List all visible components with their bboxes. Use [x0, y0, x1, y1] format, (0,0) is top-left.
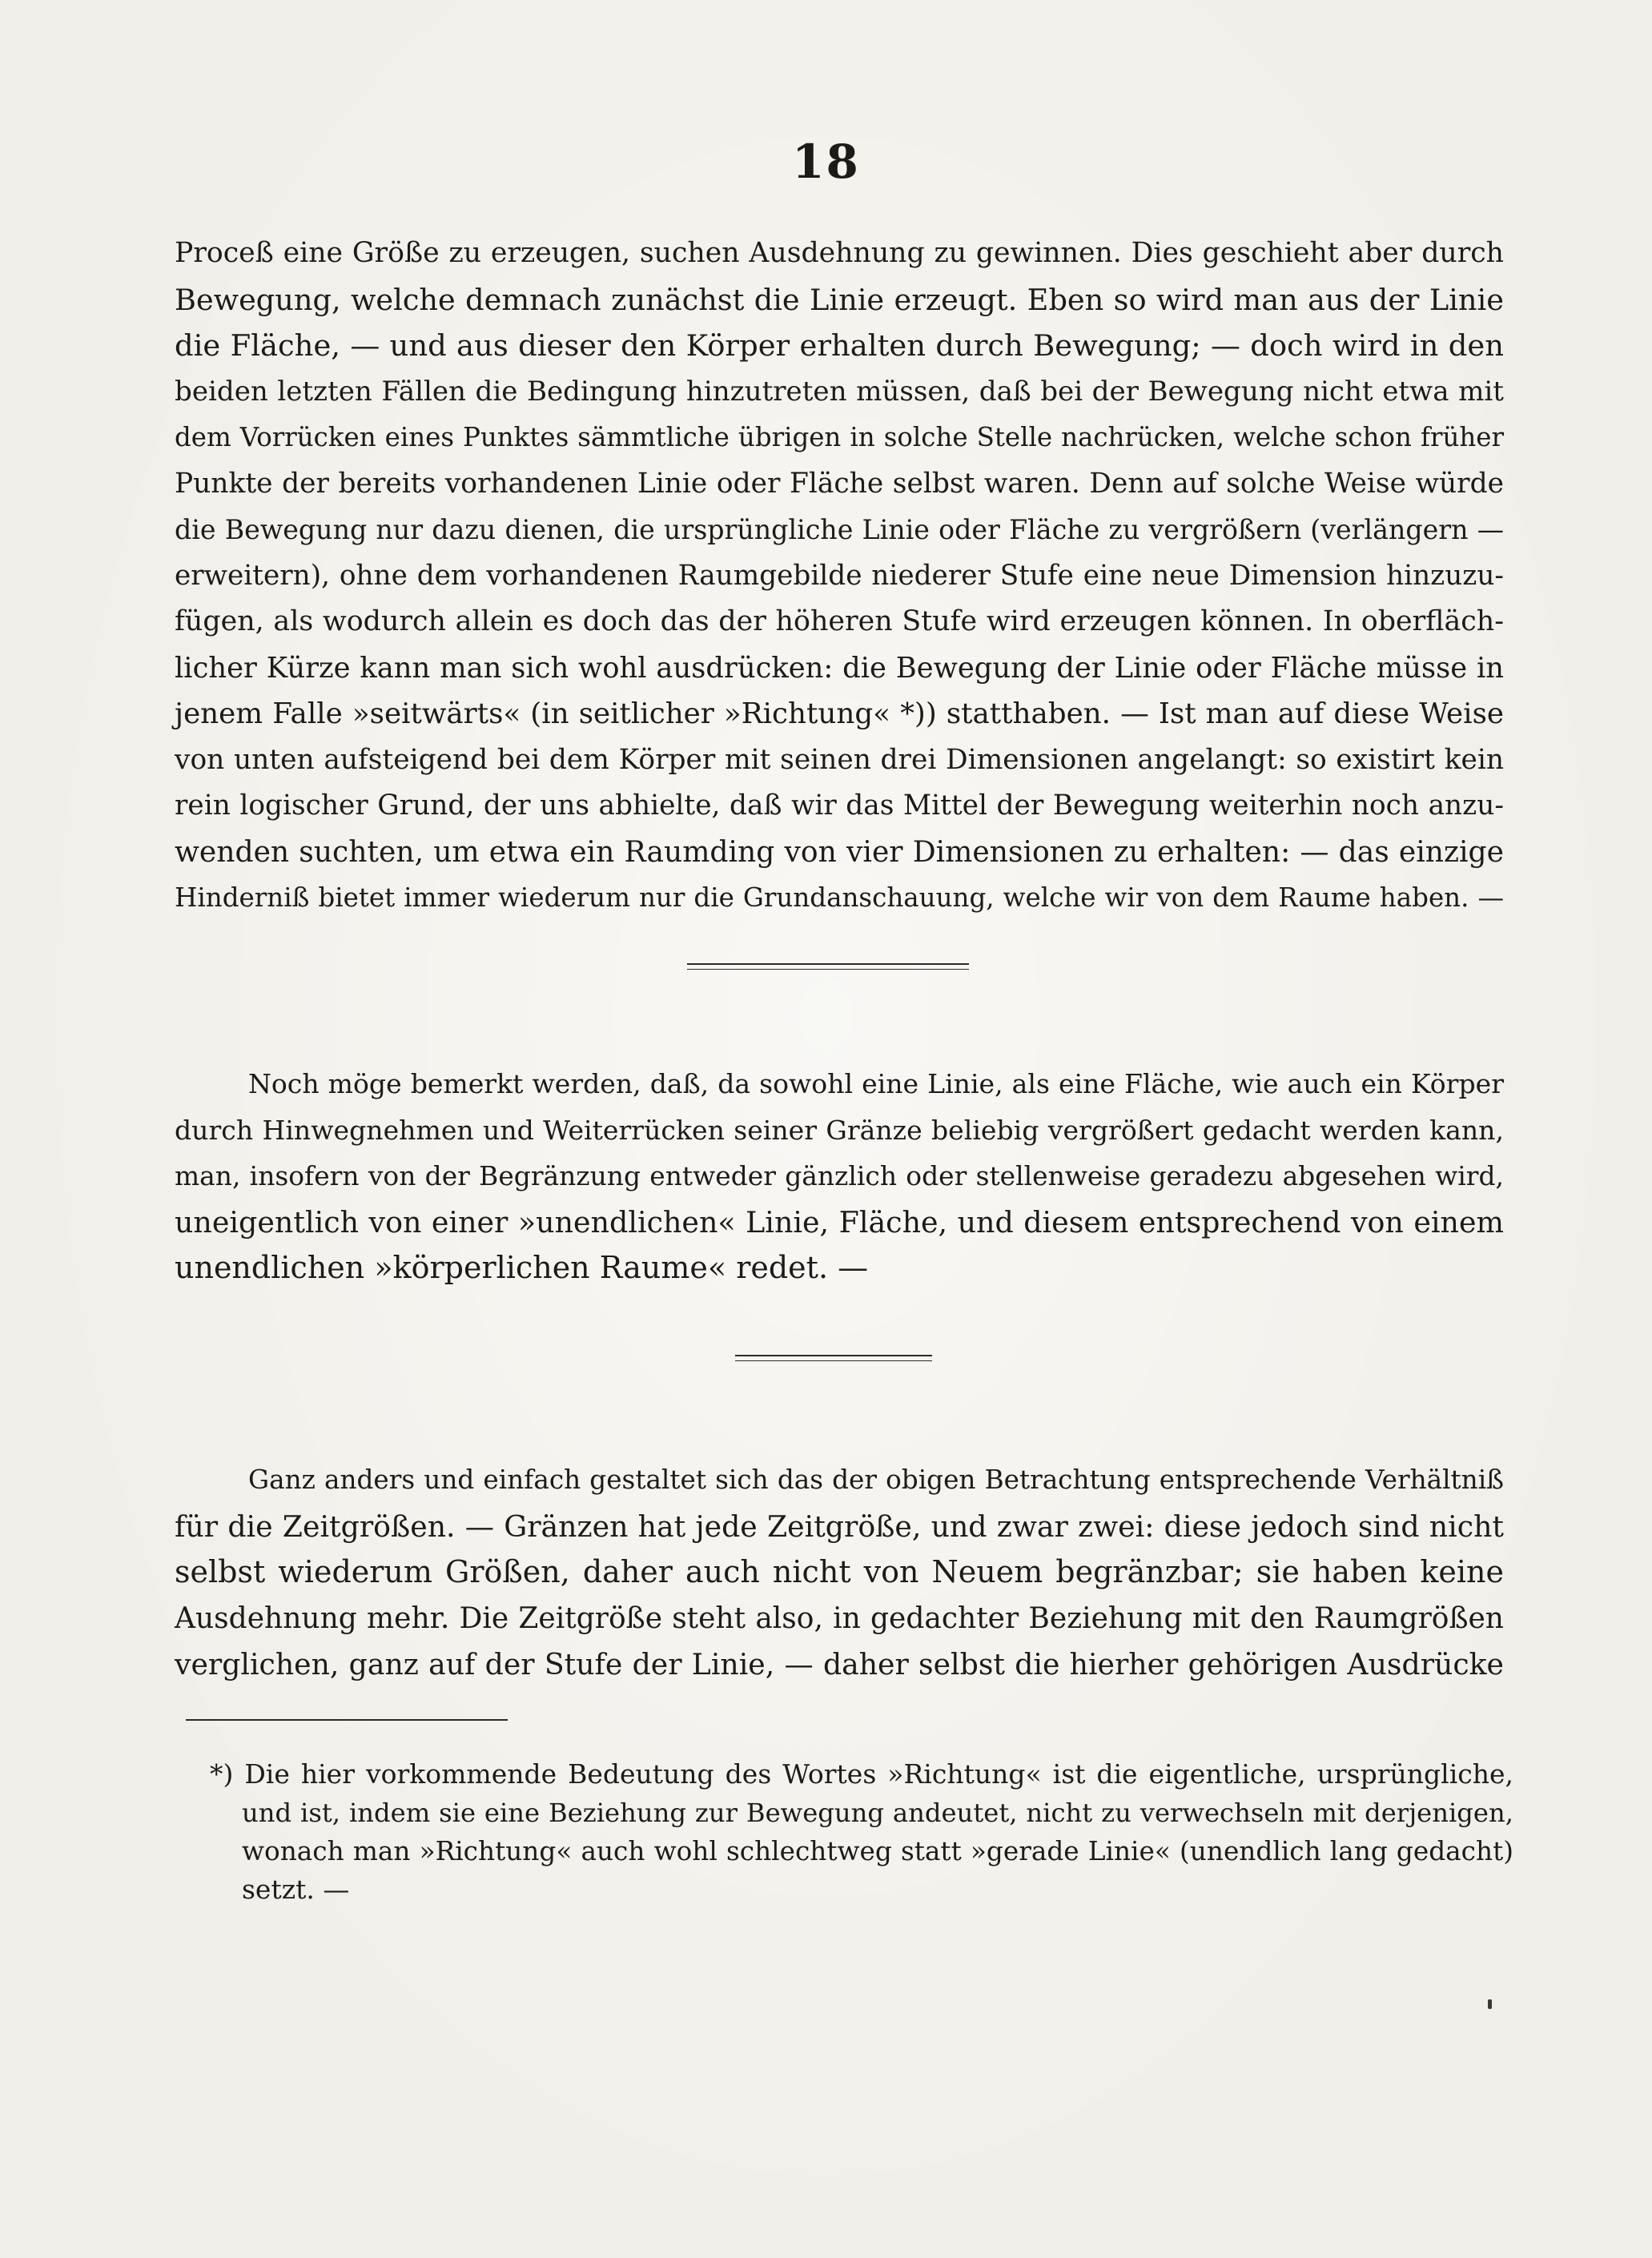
text-line: Bewegung, welche demnach zunächst die Linie erzeugt. Eben so wird man aus der Linie	[175, 282, 1504, 317]
text-line: wenden suchten, um etwa ein Raumding von vier Dimensionen zu erhalten: — das einzige	[175, 834, 1504, 869]
text-line: Punkte der bereits vorhandenen Linie oder Fläche selbst waren. Denn auf solche Weise würde	[175, 467, 1504, 500]
text-line: jenem Falle »seitwärts« (in seitlicher »Richtung« *)) statthaben. — Ist man auf diese Weise	[175, 697, 1504, 730]
text-line: Ganz anders und einfach gestaltet sich das der obigen Betrachtung entsprechende Verhältniß	[248, 1464, 1504, 1495]
text-line: erweitern), ohne dem vorhandenen Raumgebilde niederer Stufe eine neue Dimension hinzuzu-	[175, 559, 1504, 592]
text-line: man, insofern von der Begränzung entweder gänzlich oder stellenweise geradezu abgesehen wird,	[175, 1160, 1504, 1191]
text-line: rein logischer Grund, der uns abhielte, daß wir das Mittel der Bewegung weiterhin noch anzu-	[175, 789, 1504, 822]
section-divider-thin	[687, 969, 969, 970]
footnote-line: und ist, indem sie eine Beziehung zur Bewegung andeutet, nicht zu verwechseln mit derjenigen,	[242, 1798, 1513, 1828]
paragraph-3	[175, 1457, 1504, 1688]
paragraph-2	[175, 1061, 1504, 1292]
text-line: selbst wiederum Größen, daher auch nicht von Neuem begränzbar; sie haben keine	[175, 1554, 1504, 1589]
footnote-line: setzt. —	[242, 1874, 350, 1905]
page-number: 18	[792, 135, 860, 189]
paragraph-1	[175, 231, 1504, 922]
footnote-line: *) Die hier vorkommende Bedeutung des Wortes »Richtung« ist die eigentliche, ursprüngliche,	[210, 1758, 1513, 1790]
text-line: von unten aufsteigend bei dem Körper mit seinen drei Dimensionen angelangt: so existirt kein	[175, 743, 1504, 776]
section-divider-thin	[735, 1360, 932, 1361]
text-line: licher Kürze kann man sich wohl ausdrücken: die Bewegung der Linie oder Fläche müsse in	[175, 651, 1504, 685]
text-line: uneigentlich von einer »unendlichen« Linie, Fläche, und diesem entsprechend von einem	[175, 1204, 1504, 1239]
text-line: durch Hinwegnehmen und Weiterrücken seiner Gränze beliebig vergrößert gedacht werden kann,	[175, 1114, 1504, 1146]
text-line: Hinderniß bietet immer wiederum nur die Grundanschauung, welche wir von dem Raume haben. —	[175, 882, 1504, 913]
text-line: beiden letzten Fällen die Bedingung hinzutreten müssen, daß bei der Bewegung nicht etwa mit	[175, 375, 1504, 408]
text-line: dem Vorrücken eines Punktes sämmtliche übrigen in solche Stelle nachrücken, welche schon früher	[175, 422, 1504, 452]
footnote-rule	[186, 1719, 508, 1721]
footnote	[210, 1755, 1513, 1909]
section-divider	[735, 1355, 932, 1356]
section-divider	[687, 963, 969, 965]
text-line: Noch möge bemerkt werden, daß, da sowohl eine Linie, als eine Fläche, wie auch ein Körper	[248, 1068, 1504, 1099]
text-line: verglichen, ganz auf der Stufe der Linie, — daher selbst die hierher gehörigen Ausdrücke	[175, 1647, 1504, 1681]
text-line: die Fläche, — und aus dieser den Körper erhalten durch Bewegung; — doch wird in den	[175, 328, 1504, 363]
text-line: unendlichen »körperlichen Raume« redet. —	[175, 1250, 869, 1285]
print-speck	[1488, 1999, 1492, 2009]
footnote-line: wonach man »Richtung« auch wohl schlechtweg statt »gerade Linie« (unendlich lang gedacht)	[242, 1836, 1513, 1866]
text-line: für die Zeitgrößen. — Gränzen hat jede Zeitgröße, und zwar zwei: diese jedoch sind nicht	[175, 1509, 1504, 1544]
text-line: Ausdehnung mehr. Die Zeitgröße steht also, in gedachter Beziehung mit den Raumgrößen	[175, 1601, 1504, 1635]
text-line: die Bewegung nur dazu dienen, die ursprüngliche Linie oder Fläche zu vergrößern (verlängern —	[175, 514, 1504, 545]
text-line: fügen, als wodurch allein es doch das der höheren Stufe wird erzeugen können. In oberfläch-	[175, 605, 1504, 637]
text-line: Proceß eine Größe zu erzeugen, suchen Ausdehnung zu gewinnen. Dies geschieht aber durch	[175, 237, 1504, 269]
